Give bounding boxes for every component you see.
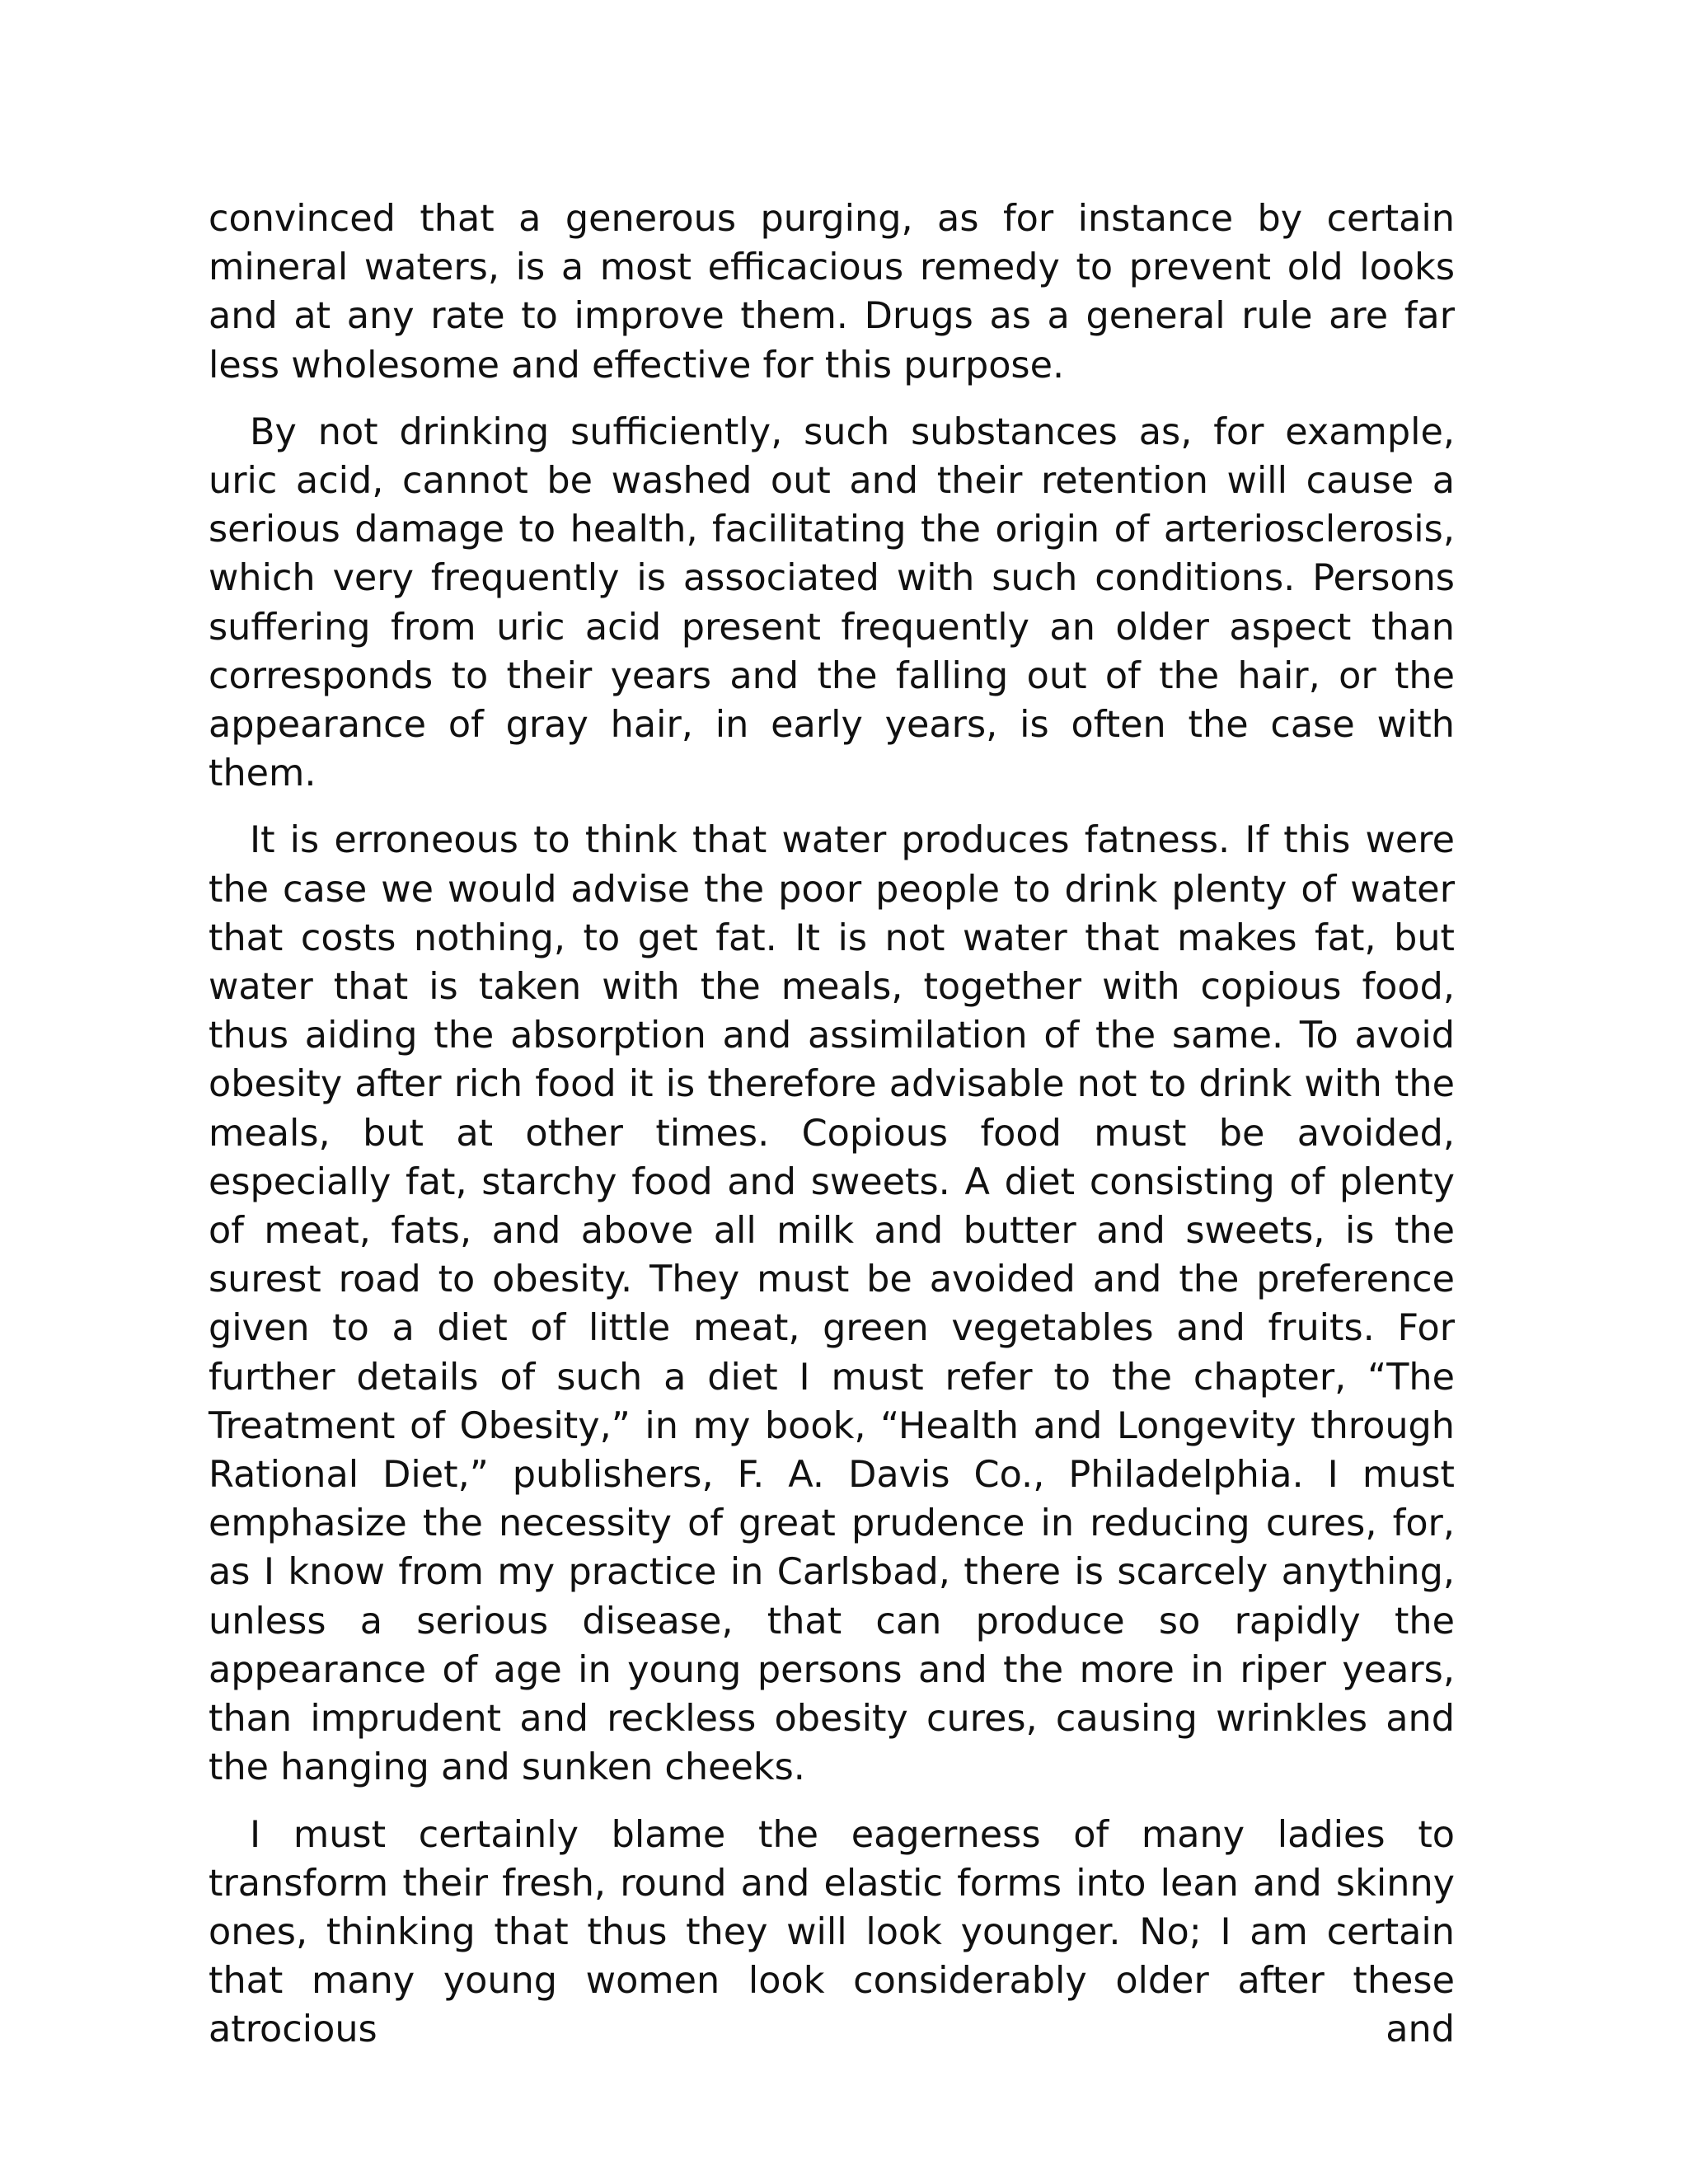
page-body bbox=[209, 194, 1455, 2055]
paragraph-water-fatness: It is erroneous to think that water produces fatness. If this were the case we would advise the poor people to drink plenty of water that costs nothing, to get fat. It is not water that makes fat, but water that is taken with the meals, together with copious food, thus aiding the absorption and assimilation of the same. To avoid obesity after rich food it is therefore advisable not to drink with the meals, but at other times. Copious food must be avoided, especially fat, starchy food and sweets. A diet consisting of plenty of meat, fats, and above all milk and butter and sweets, is the surest road to obesity. They must be avoided and the preference given to a diet of little meat, green vegetables and fruits. For further details of such a diet I must refer to the chapter, “The Treatment of Obesity,” in my book, “Health and Longevity through Rational Diet,” publishers, F. A. Davis Co., Philadelphia. I must emphasize the necessity of great prudence in reducing cures, for, as I know from my practice in Carlsbad, there is scarcely anything, unless a serious disease, that can produce so rapidly the appearance of age in young persons and the more in riper years, than imprudent and reckless obesity cures, causing wrinkles and the hanging and sunken cheeks. bbox=[209, 819, 1455, 1789]
paragraph-uric-acid: By not drinking sufficiently, such substances as, for example, uric acid, cannot be washed out and their retention will cause a serious damage to health, facilitating the origin of arteriosclerosis, which very frequently is associated with such conditions. Persons suffering from uric acid present frequently an older aspect than corresponds to their years and the falling out of the hair, or the appearance of gray hair, in early years, is often the case with them. bbox=[209, 410, 1455, 795]
paragraph-ladies-forms: I must certainly blame the eagerness of many ladies to transform their fresh, round and elastic forms into lean and skinny ones, thinking that thus they will look younger. No; I am certain that many young women look considerably older after these atrocious and bbox=[209, 1813, 1455, 2051]
paragraph-purging: convinced that a generous purging, as for instance by certain mineral waters, is a most efficacious remedy to prevent old looks and at any rate to improve them. Drugs as a general rule are far less wholesome and effective for this purpose. bbox=[209, 198, 1455, 387]
